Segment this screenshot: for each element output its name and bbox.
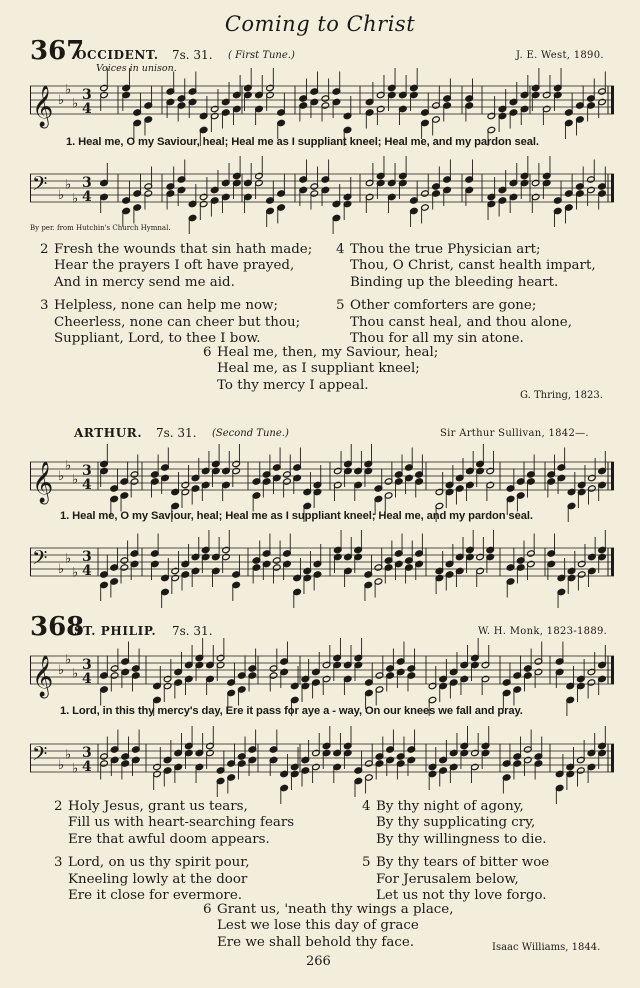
flat-icon: ♭ (65, 177, 72, 193)
verse-number: 2 (40, 242, 49, 257)
flat-icon: ♭ (72, 191, 79, 207)
verse-line: By thy tears of bitter woe (376, 855, 550, 871)
flat-icon: ♭ (58, 93, 65, 108)
verse-line: Thou, O Christ, canst health impart, (350, 258, 596, 274)
verse-number: 6 (203, 902, 212, 917)
music-staff (30, 730, 614, 798)
music-staff (30, 642, 614, 710)
verse-line: To thy mercy I appeal. (217, 377, 369, 393)
verse-line: Lord, on us thy spirit pour, (68, 855, 250, 871)
flat-icon: ♭ (65, 458, 72, 474)
final-barline (611, 656, 614, 684)
time-signature-digit: 3 (82, 549, 92, 565)
tune-meter: 7s. 31. (156, 426, 197, 440)
verse-line: By thy willingness to die. (376, 831, 547, 847)
verse-final (203, 345, 438, 394)
treble-clef-icon: 𝄞 (32, 656, 54, 697)
verse-column-right (336, 242, 596, 347)
verse-number: 4 (362, 799, 371, 814)
music-staff (30, 534, 614, 602)
verse-line: Ere that awful doom appears. (68, 831, 270, 847)
flat-icon: ♭ (58, 758, 65, 773)
flat-icon: ♭ (72, 666, 79, 682)
time-signature-digit: 3 (82, 463, 92, 479)
flat-icon: ♭ (72, 565, 79, 581)
time-signature-digit: 4 (82, 563, 92, 579)
verse-number: 3 (40, 298, 49, 314)
composer: W. H. Monk, 1823-1889. (478, 626, 608, 637)
tune-label: ( First Tune.) (228, 50, 295, 61)
verse-line: Binding up the bleeding heart. (350, 274, 559, 290)
verse-line: Suppliant, Lord, to thee I bow. (54, 331, 261, 347)
verse-number: 5 (336, 298, 345, 314)
verse-line: Ere it close for evermore. (68, 888, 243, 904)
flat-icon: ♭ (72, 96, 79, 112)
page-heading: Coming to Christ (224, 12, 416, 36)
verse-column-left (54, 799, 294, 904)
verse-final (203, 902, 453, 951)
verse-line: Fill us with heart-searching fears (68, 815, 295, 831)
music-staff (30, 160, 614, 228)
verse-number: 4 (336, 242, 345, 257)
verse (362, 799, 549, 848)
verse-column-right (362, 799, 549, 904)
time-signature-digit: 4 (82, 101, 92, 117)
flat-icon: ♭ (65, 82, 72, 98)
treble-clef-icon: 𝄞 (32, 86, 54, 127)
verse (336, 242, 596, 291)
verse-line: Heal me, then, my Saviour, heal; (217, 345, 439, 360)
time-signature-digit: 3 (82, 657, 92, 673)
verse-line: By thy night of agony, (376, 799, 524, 814)
verse (362, 855, 549, 904)
verse-line: Grant us, 'neath thy wings a place, (217, 902, 454, 917)
time-signature-digit: 4 (82, 189, 92, 205)
lyric-underlay: 1. Heal me, O my Saviour, heal; Heal me as I suppliant kneel; Heal me, and my pardon seal. (66, 136, 539, 148)
lyric-underlay: 1. Lord, in this thy mercy's day, Ere it pass for aye a - way, On our knees we fall and pray. (60, 705, 523, 717)
verse-number: 2 (54, 799, 63, 814)
final-barline (611, 174, 614, 202)
flat-icon: ♭ (58, 663, 65, 678)
tune-label: (Second Tune.) (212, 428, 289, 439)
verse-number: 3 (54, 855, 63, 871)
treble-clef-icon: 𝄞 (32, 462, 54, 503)
time-signature-digit: 4 (82, 671, 92, 687)
verse-line: Kneeling lowly at the door (68, 871, 248, 887)
music-staff (30, 448, 614, 516)
verse (336, 298, 596, 347)
tune-name: OCCIDENT. (76, 48, 159, 62)
flat-icon: ♭ (58, 469, 65, 484)
performance-note: Voices in unison. (96, 63, 177, 74)
final-barline (611, 548, 614, 576)
hymn-number: 368 (30, 612, 85, 642)
verse (40, 242, 312, 291)
verse-line: By thy supplicating cry, (376, 815, 536, 831)
verse-line: For Jerusalem below, (376, 871, 519, 887)
tune-meter: 7s. 31. (172, 624, 213, 638)
flat-icon: ♭ (58, 562, 65, 577)
verse-number: 6 (203, 345, 212, 360)
flat-icon: ♭ (65, 652, 72, 668)
verse-line: Helpless, none can help me now; (54, 298, 278, 314)
verse (54, 799, 294, 848)
verse-line: Let us not thy love forgo. (376, 888, 547, 904)
verse-column-left (40, 242, 312, 347)
verse-line: Hear the prayers I oft have prayed, (54, 258, 295, 274)
verse-line: Thou canst heal, and thou alone, (350, 314, 572, 330)
tune-name: ARTHUR. (74, 426, 143, 440)
final-barline (611, 86, 614, 114)
verse-line: Heal me, as I suppliant kneel; (217, 361, 420, 377)
lyric-underlay: 1. Heal me, O my Saviour, heal; Heal me as I suppliant kneel; Heal me, and my pardon seal. (60, 510, 533, 522)
verse-line: Holy Jesus, grant us tears, (68, 799, 248, 814)
flat-icon: ♭ (58, 188, 65, 203)
time-signature-digit: 4 (82, 477, 92, 493)
time-signature-digit: 4 (82, 759, 92, 775)
bass-clef-icon: 𝄢 (32, 546, 48, 574)
verse-line: Other comforters are gone; (350, 298, 537, 314)
flat-icon: ♭ (72, 472, 79, 488)
flat-icon: ♭ (65, 747, 72, 763)
author: G. Thring, 1823. (520, 390, 603, 401)
verse-line: Thou the true Physician art; (350, 242, 541, 257)
verse-line: And in mercy send me aid. (54, 274, 235, 290)
music-staff (30, 72, 614, 140)
author: Isaac Williams, 1844. (492, 942, 601, 953)
verse-line: Fresh the wounds that sin hath made; (54, 242, 313, 257)
permission-credit: By per. from Hutchin's Church Hymnal. (30, 224, 171, 232)
time-signature-digit: 3 (82, 175, 92, 191)
bass-clef-icon: 𝄢 (32, 742, 48, 770)
time-signature-digit: 3 (82, 745, 92, 761)
bass-clef-icon: 𝄢 (32, 172, 48, 200)
composer: Sir Arthur Sullivan, 1842—. (440, 428, 589, 439)
flat-icon: ♭ (65, 551, 72, 567)
flat-icon: ♭ (72, 761, 79, 777)
verse (54, 855, 294, 904)
tune-name: ST. PHILIP. (74, 624, 157, 638)
tune-meter: 7s. 31. (172, 48, 213, 62)
composer: J. E. West, 1890. (516, 50, 604, 61)
time-signature-digit: 3 (82, 87, 92, 103)
page-number: 266 (306, 954, 331, 969)
verse-line: Cheerless, none can cheer but thou; (54, 314, 301, 330)
verse (40, 298, 312, 347)
verse-line: Thou for all my sin atone. (350, 331, 524, 347)
verse-line: Lest we lose this day of grace (217, 918, 419, 934)
hymn-number: 367 (30, 36, 85, 66)
verse-line: Ere we shall behold thy face. (217, 934, 415, 950)
final-barline (611, 744, 614, 772)
verse-number: 5 (362, 855, 371, 871)
final-barline (611, 462, 614, 490)
